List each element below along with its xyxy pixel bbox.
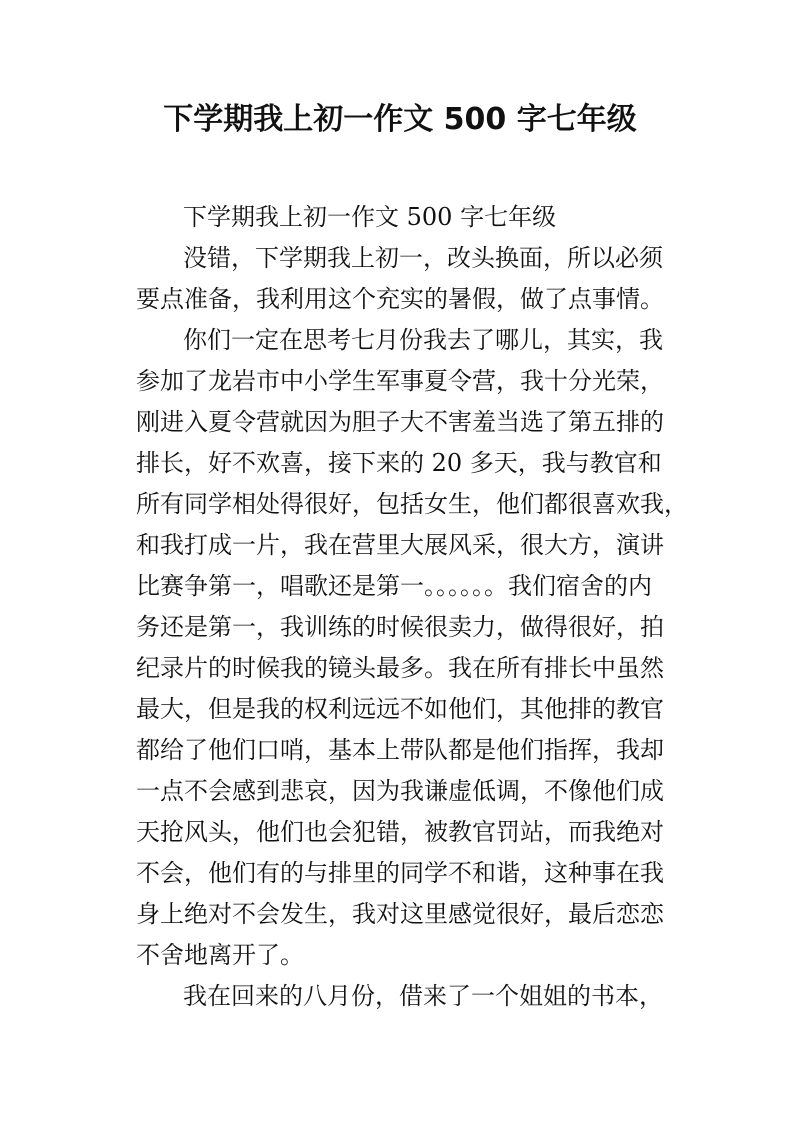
subtitle-line: 下学期我上初一作文 500 字七年级: [183, 203, 557, 231]
paragraph-2-line-2: 参加了龙岩市中小学生军事夏令营，我十分光荣，: [136, 367, 664, 395]
paragraph-2-line-8: 务还是第一，我训练的时候很卖力，做得很好，拍: [136, 613, 664, 641]
paragraph-3-line-1: 我在回来的八月份，借来了一个姐姐的书本，: [183, 982, 663, 1010]
document-title: 下学期我上初一作文 500 字七年级: [163, 102, 637, 137]
paragraph-2-line-9: 纪录片的时候我的镜头最多。我在所有排长中虽然: [136, 654, 664, 682]
paragraph-2-line-15: 身上绝对不会发生，我对这里感觉很好，最后恋恋: [136, 900, 664, 928]
paragraph-2-line-14: 不会，他们有的与排里的同学不和谐，这种事在我: [136, 859, 664, 887]
paragraph-2-line-10: 最大，但是我的权利远远不如他们，其他排的教官: [136, 695, 664, 723]
paragraph-1-line-1: 没错，下学期我上初一，改头换面，所以必须: [183, 244, 663, 272]
paragraph-2-line-6: 和我打成一片，我在营里大展风采，很大方，演讲: [136, 531, 664, 559]
paragraph-2-line-3: 刚进入夏令营就因为胆子大不害羞当选了第五排的: [136, 408, 664, 436]
paragraph-2-line-1: 你们一定在思考七月份我去了哪儿，其实，我: [183, 326, 663, 354]
paragraph-2-line-13: 天抢风头，他们也会犯错，被教官罚站，而我绝对: [136, 818, 664, 846]
paragraph-2-line-16: 不舍地离开了。: [136, 941, 304, 969]
paragraph-2-line-7: 比赛争第一，唱歌还是第一。。。。。。我们宿舍的内: [136, 572, 652, 600]
paragraph-2-line-4: 排长，好不欢喜，接下来的 20 多天，我与教官和: [136, 449, 662, 477]
paragraph-2-line-12: 一点不会感到悲哀，因为我谦虚低调，不像他们成: [136, 777, 664, 805]
paragraph-2-line-11: 都给了他们口哨，基本上带队都是他们指挥，我却: [136, 736, 664, 764]
paragraph-2-line-5: 所有同学相处得很好，包括女生，他们都很喜欢我，: [136, 490, 688, 518]
paragraph-1-line-2: 要点准备，我利用这个充实的暑假，做了点事情。: [136, 285, 664, 313]
document-body: [136, 197, 688, 1017]
